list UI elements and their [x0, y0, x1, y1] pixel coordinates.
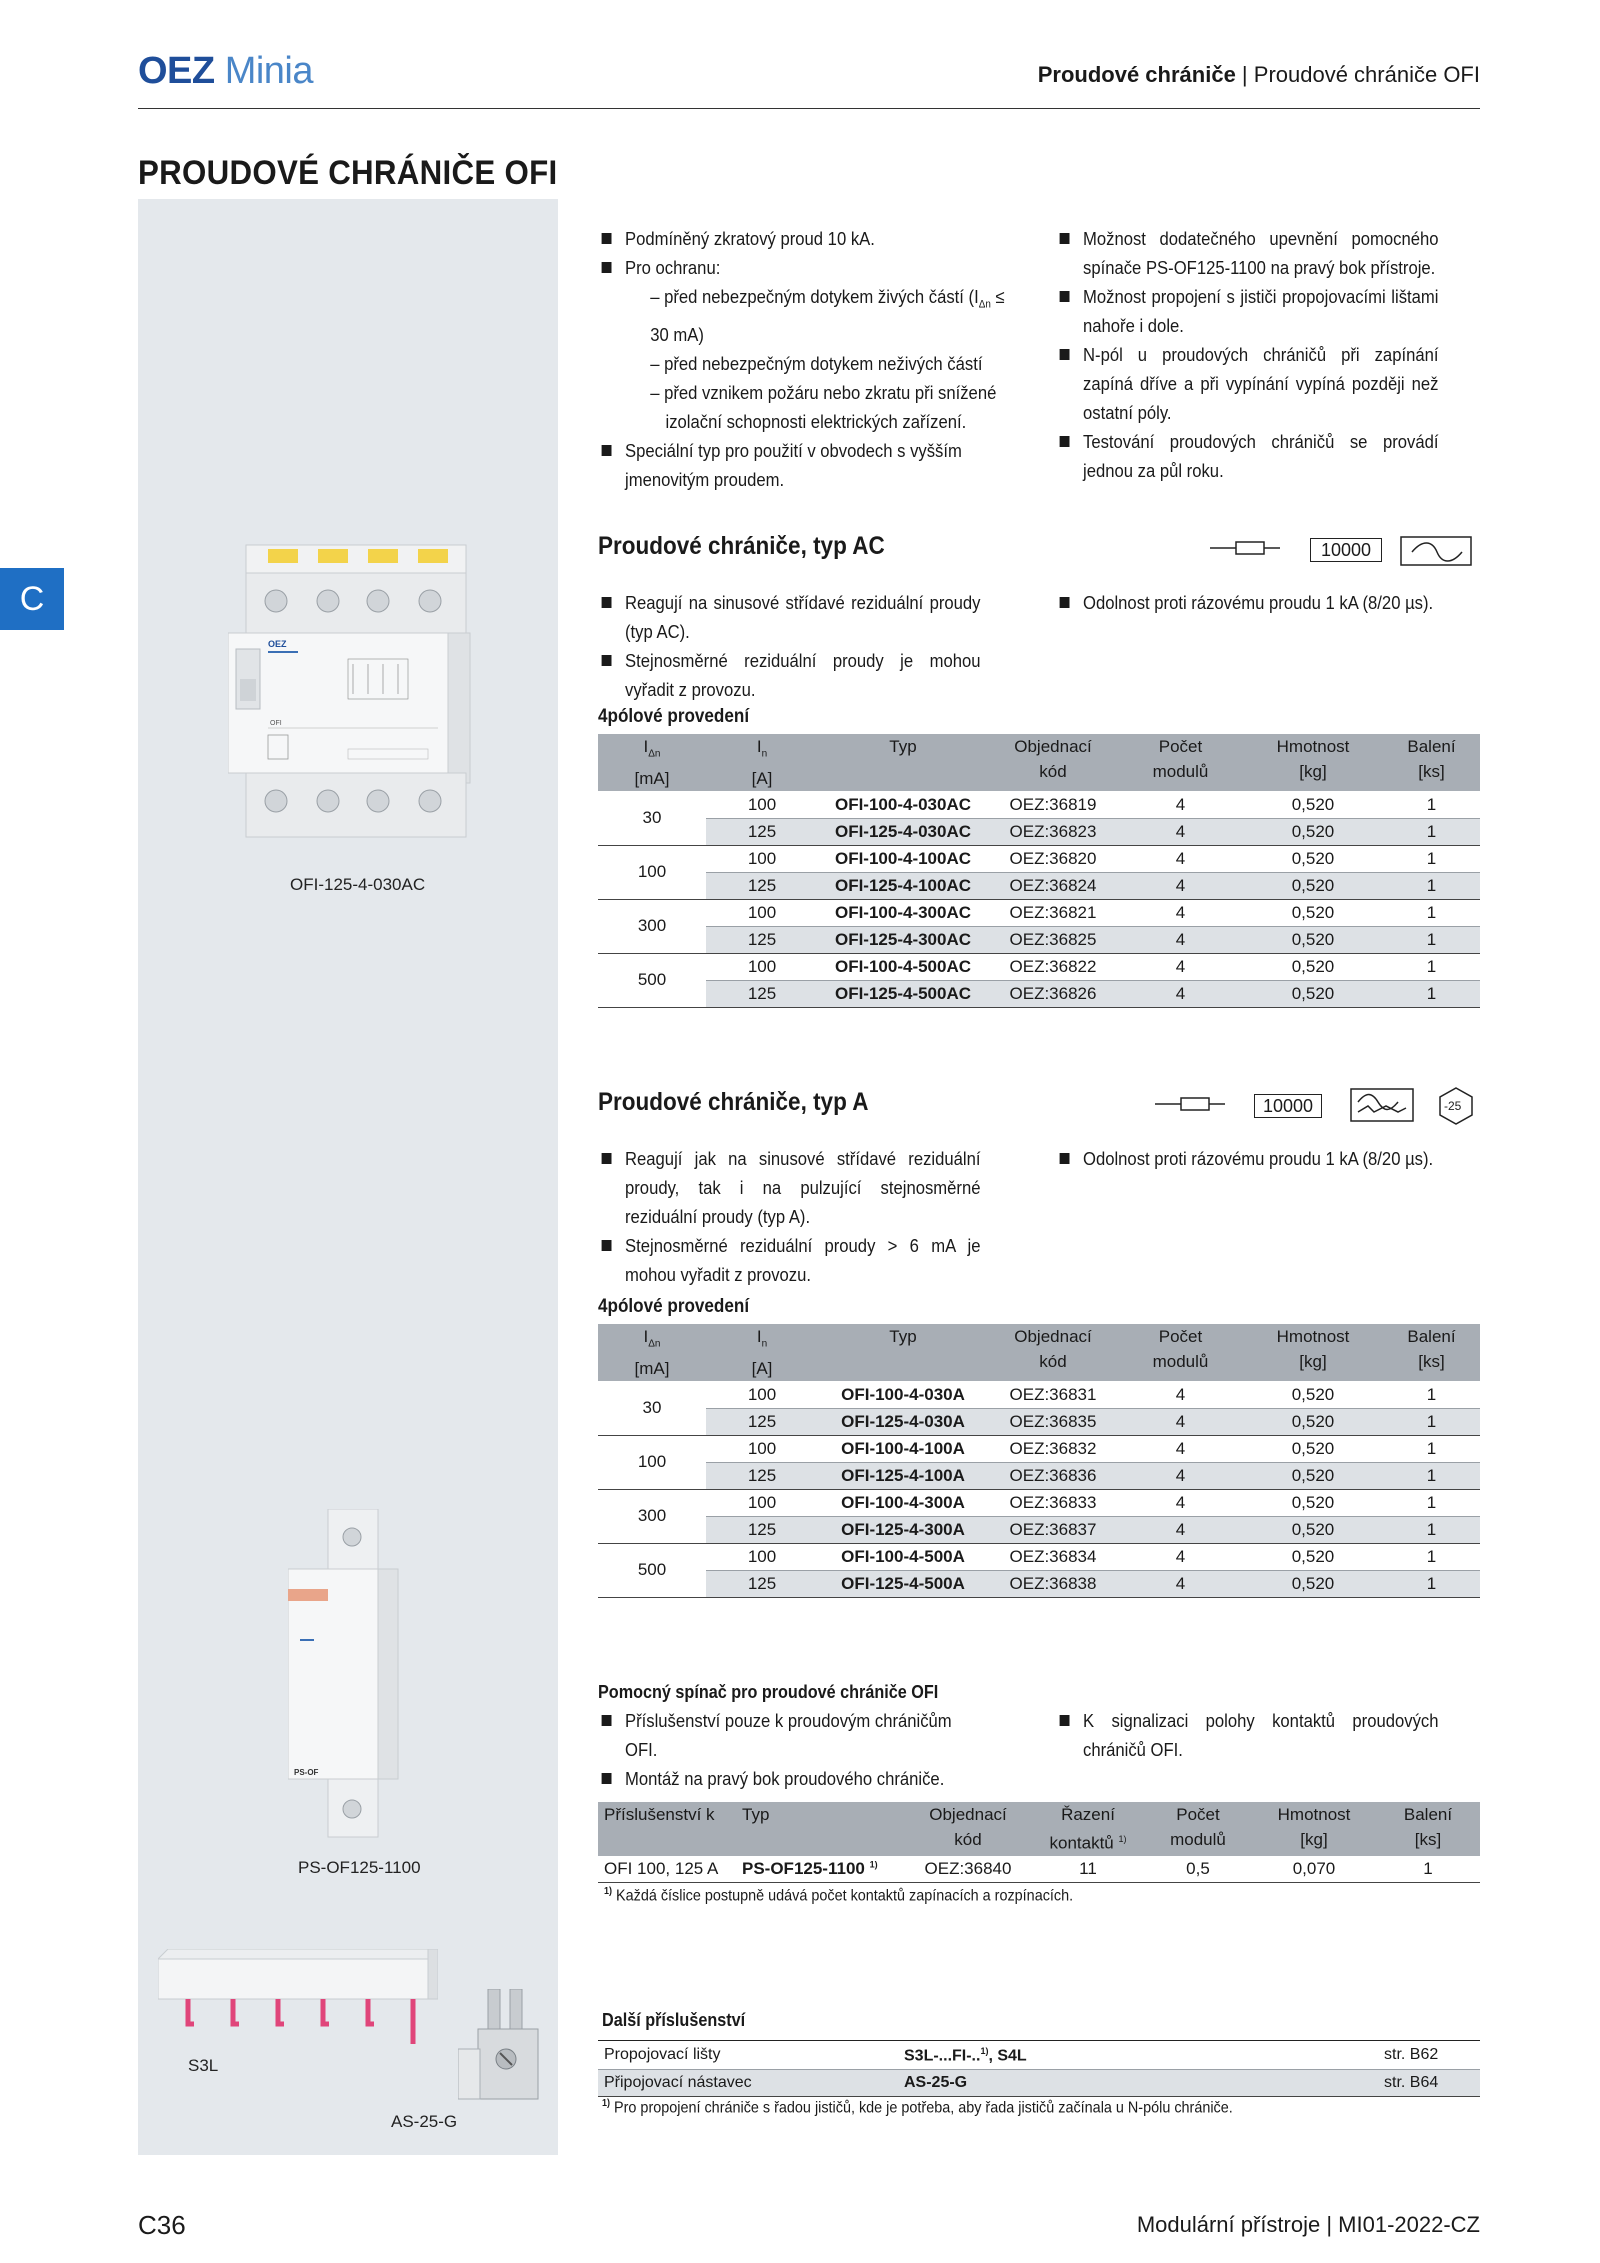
cell-pack: 1: [1383, 818, 1480, 845]
header-section: [1038, 62, 1480, 88]
cell-weight: 0,520: [1243, 1489, 1383, 1516]
caption-ofi: OFI-125-4-030AC: [290, 875, 426, 894]
cell-in: 100: [706, 1489, 818, 1516]
cell-type: OFI-125-4-300AC: [818, 926, 988, 953]
table-row: [598, 1462, 1480, 1489]
cell-code: OEZ:36836: [988, 1462, 1118, 1489]
cell-code: OEZ:36821: [988, 899, 1118, 926]
header-sep: |: [1235, 62, 1254, 87]
section-title-a: Proudové chrániče, typ A: [598, 1088, 869, 1116]
cell-pack: 1: [1383, 1489, 1480, 1516]
intro-bullet: Speciální typ pro použití v obvodech s vyšším jmenovitým proudem.: [598, 436, 1010, 494]
cell-weight: 0,520: [1243, 953, 1383, 980]
cell-code: OEZ:36835: [988, 1408, 1118, 1435]
table-row: [598, 926, 1480, 953]
cell-types: AS-25-G: [898, 2069, 1378, 2096]
cell-modules: 4: [1118, 1381, 1243, 1408]
cell-accessory-for: OFI 100, 125 A: [598, 1856, 736, 1883]
col-type: Typ: [736, 1802, 904, 1856]
ps-of-device-image: [288, 1509, 428, 1839]
aux-table: [598, 1802, 1480, 1883]
as-25-g-image: [458, 1989, 548, 2109]
table-row: [598, 980, 1480, 1007]
col-modules: Počet modulů: [1118, 1324, 1243, 1381]
ac-features-right: [1056, 588, 1439, 617]
cell-in: 125: [706, 818, 818, 845]
cell-modules: 4: [1118, 845, 1243, 872]
cell-contacts: 11: [1032, 1856, 1144, 1883]
doc-reference: Modulární přístroje | MI01-2022-CZ: [1136, 2212, 1480, 2237]
section-title-ac: Proudové chrániče, typ AC: [598, 532, 885, 560]
temperature-snowflake-icon: [1436, 1086, 1476, 1126]
cell-pack: 1: [1383, 791, 1480, 818]
caption-as-25-g: AS-25-G: [391, 2112, 458, 2131]
cell-modules: 4: [1118, 872, 1243, 899]
col-type: Typ: [818, 734, 988, 791]
col-code: Objednací kód: [988, 734, 1118, 791]
cell-code: OEZ:36824: [988, 872, 1118, 899]
a-feature: Reagují jak na sinusové střídavé reziduální proudy, tak i na pulzující stejnosměrné reziduální proudy (typ A).: [598, 1144, 981, 1231]
cell-pack: 1: [1383, 845, 1480, 872]
ac-features-left: [598, 588, 981, 704]
col-type: Typ: [818, 1324, 988, 1381]
page-title: PROUDOVÉ CHRÁNIČE OFI: [138, 154, 558, 192]
col-weight: Hmotnost [kg]: [1252, 1802, 1376, 1856]
cell-modules: 4: [1118, 1462, 1243, 1489]
header-rule: [138, 108, 1480, 109]
cell-modules: 4: [1118, 1489, 1243, 1516]
table-row: [598, 1408, 1480, 1435]
cell-name: Propojovací lišty: [598, 2042, 898, 2069]
cell-type: OFI-100-4-300AC: [818, 899, 988, 926]
intro-sub: – před nebezpečným dotykem neživých částí: [650, 352, 983, 374]
cell-code: OEZ:36832: [988, 1435, 1118, 1462]
cell-type: OFI-125-4-500A: [818, 1570, 988, 1597]
brand-secondary: Minia: [224, 50, 313, 92]
cell-code: OEZ:36837: [988, 1516, 1118, 1543]
intro-bullet: Možnost propojení s jističi propojovacími lištami nahoře i dole.: [1056, 282, 1439, 340]
cell-idn: 500: [598, 1543, 706, 1597]
cell-code: OEZ:36840: [904, 1856, 1032, 1883]
ac-feature: Stejnosměrné reziduální proudy je mohou vyřadit z provozu.: [598, 646, 981, 704]
cell-pack: 1: [1383, 899, 1480, 926]
cell-code: OEZ:36823: [988, 818, 1118, 845]
aux-feature: K signalizaci polohy kontaktů proudových chráničů OFI.: [1056, 1706, 1439, 1764]
cell-modules: 4: [1118, 1543, 1243, 1570]
table-header: [598, 1802, 1480, 1856]
header-section-sub: Proudové chrániče OFI: [1253, 62, 1480, 87]
cell-type: OFI-100-4-100AC: [818, 845, 988, 872]
cell-code: OEZ:36822: [988, 953, 1118, 980]
cell-type: OFI-125-4-300A: [818, 1516, 988, 1543]
page-number: C36: [138, 2210, 186, 2240]
a-feature: Stejnosměrné reziduální proudy > 6 mA je mohou vyřadit z provozu.: [598, 1231, 981, 1289]
mcb-symbol-icon: [1210, 534, 1280, 564]
col-weight: Hmotnost [kg]: [1243, 1324, 1383, 1381]
cell-code: OEZ:36826: [988, 980, 1118, 1007]
cell-in: 125: [706, 1462, 818, 1489]
cell-pack: 1: [1383, 926, 1480, 953]
caption-ps-of: PS-OF125-1100: [298, 1858, 421, 1877]
more-title: Další příslušenství: [602, 2010, 746, 2030]
intro-right: [1056, 224, 1439, 485]
device-ofi-label: OFI: [270, 720, 282, 727]
cell-modules: 4: [1118, 980, 1243, 1007]
device-oez-label: OEZ: [268, 639, 287, 649]
cell-weight: 0,520: [1243, 872, 1383, 899]
cell-code: OEZ:36834: [988, 1543, 1118, 1570]
table-header: [598, 1324, 1480, 1381]
col-code: Objednací kód: [904, 1802, 1032, 1856]
mcb-symbol-icon: [1155, 1090, 1225, 1120]
cell-weight: 0,520: [1243, 1381, 1383, 1408]
cell-pack: 1: [1383, 1570, 1480, 1597]
intro-sub: [598, 282, 1010, 349]
cell-pack: 1: [1383, 953, 1480, 980]
aux-feature: Příslušenství pouze k proudovým chráničům OFI.: [598, 1706, 981, 1764]
ac-table-title: 4pólové provedení: [598, 706, 750, 727]
intro-bullet: Testování proudových chráničů se provádí jednou za půl roku.: [1056, 427, 1439, 485]
cell-modules: 4: [1118, 1570, 1243, 1597]
cell-pack: 1: [1383, 1462, 1480, 1489]
cell-type: OFI-100-4-030A: [818, 1381, 988, 1408]
table-row: [598, 2069, 1480, 2096]
cell-weight: 0,520: [1243, 1435, 1383, 1462]
a-feature: Odolnost proti rázovému proudu 1 kA (8/20 µs).: [1056, 1144, 1439, 1173]
cell-type: OFI-125-4-500AC: [818, 980, 988, 1007]
cell-modules: 4: [1118, 818, 1243, 845]
a-features-right: [1056, 1144, 1439, 1173]
table-row: [598, 1570, 1480, 1597]
cell-pack: 1: [1383, 1543, 1480, 1570]
cell-type: OFI-100-4-300A: [818, 1489, 988, 1516]
col-accessory-for: Příslušenství k: [598, 1802, 736, 1856]
cell-weight: 0,520: [1243, 1570, 1383, 1597]
cell-in: 100: [706, 1435, 818, 1462]
table-row: [598, 1543, 1480, 1570]
table-row: [598, 1516, 1480, 1543]
col-pack: Balení [ks]: [1383, 1324, 1480, 1381]
header-section-strong: Proudové chrániče: [1037, 62, 1236, 87]
table-row: [598, 2042, 1480, 2069]
cell-code: OEZ:36831: [988, 1381, 1118, 1408]
col-in: $I_n$ [A]: [706, 1324, 818, 1381]
ac-feature: Reagují na sinusové střídavé reziduální proudy (typ AC).: [598, 588, 981, 646]
cell-type: OFI-100-4-100A: [818, 1435, 988, 1462]
cell-code: OEZ:36820: [988, 845, 1118, 872]
table-header: [598, 734, 1480, 791]
cell-modules: 4: [1118, 791, 1243, 818]
table-row: [598, 791, 1480, 818]
table-row: [598, 818, 1480, 845]
cell-weight: 0,520: [1243, 791, 1383, 818]
intro-sub: izolační schopnosti elektrických zařízení.: [665, 410, 967, 432]
ofi-device-image: [228, 539, 478, 844]
cell-weight: 0,520: [1243, 1462, 1383, 1489]
cell-idn: 100: [598, 1435, 706, 1489]
cell-idn: 500: [598, 953, 706, 1007]
cell-code: OEZ:36819: [988, 791, 1118, 818]
cell-in: 100: [706, 1381, 818, 1408]
cell-type: OFI-100-4-030AC: [818, 791, 988, 818]
cell-in: 100: [706, 899, 818, 926]
cell-type: PS-OF125-1100 $^{1)}$: [736, 1856, 904, 1883]
cell-modules: 4: [1118, 1516, 1243, 1543]
cell-weight: 0,520: [1243, 845, 1383, 872]
product-sidebar: [138, 199, 558, 2155]
table-row: [598, 1435, 1480, 1462]
cell-weight: 0,520: [1243, 818, 1383, 845]
more-table: [598, 2042, 1480, 2097]
intro-bullet: Možnost dodatečného upevnění pomocného spínače PS-OF125-1100 na pravý bok přístroje.: [1056, 224, 1439, 282]
cell-in: 125: [706, 926, 818, 953]
cell-in: 100: [706, 791, 818, 818]
caption-s3l: S3L: [188, 2056, 219, 2075]
cell-types: S3L-...FI-..$^{1)}$, S4L: [898, 2042, 1378, 2069]
col-code: Objednací kód: [988, 1324, 1118, 1381]
intro-sub-text: – před nebezpečným dotykem živých částí (I: [650, 286, 979, 307]
cell-modules: 4: [1118, 899, 1243, 926]
device-psof-label: PS-OF: [294, 1768, 319, 1777]
cell-in: 100: [706, 845, 818, 872]
a-table-title: 4pólové provedení: [598, 1296, 750, 1317]
ac-feature: Odolnost proti rázovému proudu 1 kA (8/20 µs).: [1056, 588, 1439, 617]
col-idn: $I_{\Delta n}$ [mA]: [598, 734, 706, 791]
table-row: [598, 953, 1480, 980]
cell-weight: 0,520: [1243, 1543, 1383, 1570]
a-type-icon: [1350, 1088, 1416, 1124]
cell-in: 125: [706, 1570, 818, 1597]
cell-code: OEZ:36825: [988, 926, 1118, 953]
brand-logo: [138, 50, 313, 93]
brand-primary: OEZ: [138, 50, 215, 92]
cell-ref: str. B64: [1378, 2069, 1480, 2096]
table-row: [598, 845, 1480, 872]
cell-type: OFI-125-4-100AC: [818, 872, 988, 899]
col-contacts: Řazení kontaktů $^{1)}$: [1032, 1802, 1144, 1856]
cell-pack: 1: [1383, 980, 1480, 1007]
short-circuit-badge: 10000: [1310, 538, 1382, 562]
cell-weight: 0,520: [1243, 980, 1383, 1007]
cell-modules: 4: [1118, 926, 1243, 953]
col-modules: Počet modulů: [1118, 734, 1243, 791]
cell-idn: 300: [598, 899, 706, 953]
cell-type: OFI-100-4-500AC: [818, 953, 988, 980]
cell-in: 100: [706, 953, 818, 980]
cell-ref: str. B62: [1378, 2042, 1480, 2069]
table-row: [598, 1381, 1480, 1408]
cell-in: 125: [706, 980, 818, 1007]
cell-weight: 0,070: [1252, 1856, 1376, 1883]
table-row: [598, 899, 1480, 926]
cell-weight: 0,520: [1243, 899, 1383, 926]
cell-idn: 30: [598, 791, 706, 845]
cell-name: Připojovací nástavec: [598, 2069, 898, 2096]
cell-weight: 0,520: [1243, 1516, 1383, 1543]
ac-product-table: [598, 734, 1480, 1008]
cell-type: OFI-100-4-500A: [818, 1543, 988, 1570]
cell-pack: 1: [1383, 1408, 1480, 1435]
intro-sub: – před vznikem požáru nebo zkratu při snížené: [650, 381, 997, 403]
col-weight: Hmotnost [kg]: [1243, 734, 1383, 791]
aux-features-right: [1056, 1706, 1439, 1764]
intro-sub-index: Δn: [978, 298, 991, 311]
chapter-tab: C: [0, 568, 64, 630]
cell-pack: 1: [1383, 872, 1480, 899]
cell-type: OFI-125-4-030AC: [818, 818, 988, 845]
aux-footnote: $^{1)}$ Každá číslice postupně udává počet kontaktů zapínacích a rozpínacích.: [604, 1886, 1074, 1905]
col-pack: Balení [ks]: [1383, 734, 1480, 791]
cell-pack: 1: [1383, 1516, 1480, 1543]
cell-pack: 1: [1383, 1381, 1480, 1408]
cell-modules: 4: [1118, 953, 1243, 980]
intro-bullet: N-pól u proudových chráničů při zapínání zapíná dříve a při vypínání vypíná později než ostatní póly.: [1056, 340, 1439, 427]
cell-code: OEZ:36833: [988, 1489, 1118, 1516]
cell-type: OFI-125-4-030A: [818, 1408, 988, 1435]
aux-feature: Montáž na pravý bok proudového chrániče.: [598, 1764, 981, 1793]
intro-bullet: Podmíněný zkratový proud 10 kA.: [598, 224, 1010, 253]
a-features-left: [598, 1144, 981, 1289]
table-row: [598, 1489, 1480, 1516]
cell-weight: 0,520: [1243, 926, 1383, 953]
table-row: [598, 872, 1480, 899]
aux-features-left: [598, 1706, 981, 1793]
cell-pack: 1: [1383, 1435, 1480, 1462]
cell-idn: 30: [598, 1381, 706, 1435]
cell-code: OEZ:36838: [988, 1570, 1118, 1597]
intro-sub-text: ≤ 30 mA): [650, 286, 1005, 345]
cell-modules: 4: [1118, 1408, 1243, 1435]
col-idn: $I_{\Delta n}$ [mA]: [598, 1324, 706, 1381]
ac-type-icon: [1400, 536, 1475, 570]
intro-bullet: Pro ochranu:: [598, 253, 1010, 282]
cell-in: 100: [706, 1543, 818, 1570]
aux-title: Pomocný spínač pro proudové chrániče OFI: [598, 1682, 939, 1702]
cell-modules: 0,5: [1144, 1856, 1252, 1883]
cell-in: 125: [706, 1408, 818, 1435]
cell-type: OFI-125-4-100A: [818, 1462, 988, 1489]
a-product-table: [598, 1324, 1480, 1598]
cell-idn: 100: [598, 845, 706, 899]
table-row: [598, 1856, 1480, 1883]
cell-in: 125: [706, 1516, 818, 1543]
col-pack: Balení [ks]: [1376, 1802, 1480, 1856]
intro-left: [598, 224, 1010, 494]
col-modules: Počet modulů: [1144, 1802, 1252, 1856]
cell-weight: 0,520: [1243, 1408, 1383, 1435]
col-in: $I_n$ [A]: [706, 734, 818, 791]
cell-pack: 1: [1376, 1856, 1480, 1883]
more-footnote: $^{1)}$ Pro propojení chrániče s řadou jističů, kde je potřeba, aby řada jističů začínala u N-pólu chrániče.: [602, 2098, 1233, 2117]
cell-in: 125: [706, 872, 818, 899]
short-circuit-badge: 10000: [1254, 1094, 1322, 1118]
cell-modules: 4: [1118, 1435, 1243, 1462]
more-rule: [598, 2040, 1480, 2041]
cell-idn: 300: [598, 1489, 706, 1543]
temperature-label: -25: [1444, 1099, 1462, 1113]
